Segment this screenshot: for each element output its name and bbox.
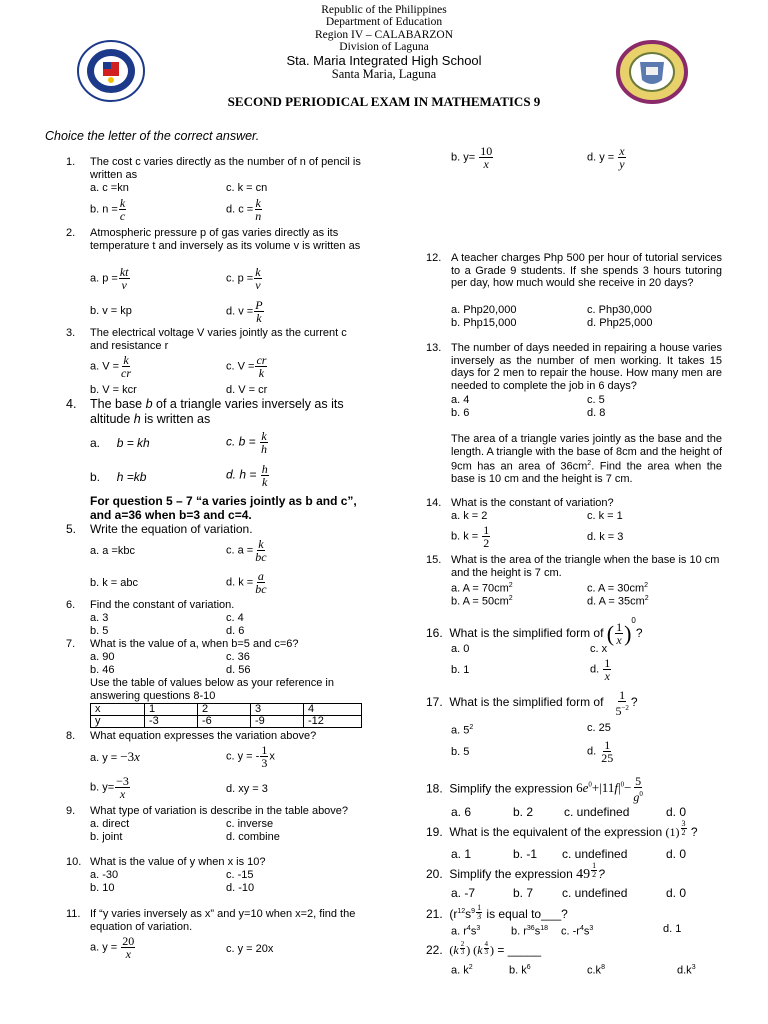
fraction-denominator: k <box>262 475 268 489</box>
question-4 <box>66 397 356 427</box>
option-c[interactable]: c. 25 <box>587 722 611 734</box>
unit-exponent: 2 <box>508 595 513 602</box>
option-d[interactable]: d. 1 <box>663 923 682 935</box>
option-b[interactable]: b. -1 <box>513 847 538 861</box>
option-d[interactable] <box>226 299 265 324</box>
option-label: a. <box>90 436 101 450</box>
question-14 <box>426 497 722 510</box>
fraction-denominator: k <box>256 311 262 325</box>
option-label: b. y= <box>90 781 115 794</box>
question-text: What is the area of the triangle when the base is 10 cm and the height is 7 cm. <box>451 554 720 579</box>
question-number: 22. <box>426 943 443 957</box>
option-b[interactable]: b. $r^{36}s^{18}$ <box>511 925 548 938</box>
expression: ($r^{12}s^9$ $\frac{1}{3}$ <box>449 903 482 921</box>
fraction-denominator: x <box>483 157 489 171</box>
question-number: 16. <box>426 626 443 640</box>
question-19 <box>426 818 736 846</box>
option-d[interactable]: d. xy = 3 <box>226 783 268 795</box>
question-number: 13. <box>426 342 442 354</box>
option-d[interactable] <box>226 463 270 488</box>
option-c[interactable]: $c.k^8$ <box>587 964 605 977</box>
option-b[interactable]: b. 10 <box>90 882 115 894</box>
fraction-numerator: cr <box>256 353 267 367</box>
fraction-numerator: k <box>255 265 261 279</box>
question-number: 5. <box>66 522 77 536</box>
table-note: Use the table of values below as your reference in answering questions 8-10 <box>90 677 334 702</box>
option-label: d. <box>587 745 597 758</box>
option-label: b. k <box>509 964 527 977</box>
question-number: 20. <box>426 867 443 881</box>
question-6 <box>66 599 366 612</box>
option-d[interactable] <box>587 739 615 764</box>
fraction-denominator: x <box>119 787 126 801</box>
fraction-denominator: x <box>616 633 622 648</box>
question-16 <box>426 606 726 649</box>
question-text: What is the simplified form of <box>449 626 604 640</box>
fraction-numerator: a <box>257 569 264 583</box>
expression: (1) <box>665 825 680 839</box>
option-a[interactable] <box>90 354 133 379</box>
fraction-denominator: x <box>604 669 610 683</box>
option-label: c. y = - <box>226 750 260 763</box>
option-label: d. y = <box>587 151 615 164</box>
question-number: 17. <box>426 695 443 709</box>
values-table <box>90 703 362 728</box>
question-2 <box>66 227 366 252</box>
fraction-denominator: 3 <box>261 756 268 770</box>
option-a[interactable]: a. 6 <box>451 805 472 819</box>
question-mark: ? <box>598 867 605 881</box>
fraction-denominator: $g^0$ <box>633 790 643 805</box>
option-a[interactable]: a. Php20,000 <box>451 304 517 316</box>
question-text: What is the value of a, when b=5 and c=6? <box>90 638 299 650</box>
table-cell: -3 <box>145 716 198 728</box>
option-label: a. 5 <box>451 724 470 737</box>
option-c[interactable]: c. 5 <box>587 394 605 406</box>
fraction-denominator: x <box>125 947 131 961</box>
option-label: d. A = 35cm <box>587 595 645 608</box>
fraction-denominator: 2 <box>483 536 490 550</box>
option-d[interactable]: d. 8 <box>587 407 606 419</box>
area-note: The area of a triangle varies jointly as the base and the length. A triangle with the base of 8cm and the height of 9cm has an area of $36cm^2$. Find the area when the base is 10 cm and the height is 7 cm. <box>451 433 722 486</box>
option-a[interactable] <box>90 437 150 449</box>
group-note: For question 5 – 7 “a varies jointly as b and c”, and a=36 when b=3 and c=4. <box>90 494 357 522</box>
table-cell: x <box>91 704 145 716</box>
option-d[interactable]: d. 0 <box>666 805 687 819</box>
option-label: b. A = 50cm <box>451 595 509 608</box>
exponent-denominator: 2 <box>681 828 686 837</box>
question-3 <box>66 327 366 352</box>
fraction-numerator: k <box>123 353 129 367</box>
question-number: 19. <box>426 825 443 839</box>
option-value: h =kb <box>116 470 147 484</box>
unit-exponent: 2 <box>644 595 649 602</box>
option-a[interactable]: a. $r^4s^3$ <box>451 925 481 938</box>
option-d[interactable]: d. 0 <box>666 886 687 900</box>
question-number: 14. <box>426 497 442 509</box>
exam-title: SECOND PERIODICAL EXAM IN MATHEMATICS 9 <box>227 94 541 109</box>
option-b[interactable]: b. joint <box>90 831 123 843</box>
option-b[interactable]: b. 1 <box>451 664 470 676</box>
option-label: d. <box>590 663 600 676</box>
option-d[interactable]: d. combine <box>226 831 280 843</box>
option-a[interactable]: a. 1 <box>451 847 472 861</box>
question-1 <box>66 156 366 181</box>
fraction-denominator: bc <box>255 582 267 596</box>
question-12 <box>426 252 722 290</box>
question-17 <box>426 688 726 717</box>
option-c[interactable]: c. k = cn <box>226 182 268 194</box>
table-row <box>91 716 362 728</box>
table-cell: 2 <box>198 704 251 716</box>
exponent-denominator: 2 <box>592 870 597 879</box>
table-cell: -6 <box>198 716 251 728</box>
fraction-numerator: k <box>261 429 267 443</box>
question-7 <box>66 638 366 651</box>
question-mark: ? <box>630 695 638 709</box>
option-b[interactable] <box>90 197 127 222</box>
option-label: d. c = <box>226 203 254 216</box>
table-cell: y <box>91 716 145 728</box>
option-label: d. h = <box>226 467 257 482</box>
fraction-numerator: 1 <box>616 620 623 635</box>
option-b[interactable]: b. 5 <box>451 746 470 758</box>
option-label: c. A = 30cm <box>587 582 645 595</box>
question-number: 4. <box>66 397 77 411</box>
option-d[interactable]: d. 56 <box>226 664 251 676</box>
question-text: What is the equivalent of the expression <box>449 825 663 839</box>
question-22 <box>426 938 736 962</box>
option-label: d. v = <box>226 305 254 318</box>
fraction-denominator: k <box>258 366 265 380</box>
option-a[interactable]: a. direct <box>90 818 130 830</box>
option-a[interactable]: a. -7 <box>451 886 476 900</box>
option-label: a. y = <box>90 752 118 764</box>
table-cell: 4 <box>304 704 362 716</box>
option-d[interactable] <box>587 145 627 170</box>
instruction: Choice the letter of the correct answer. <box>45 129 260 143</box>
school-name: Sta. Maria Integrated High School <box>286 53 482 68</box>
option-label: a. k <box>451 964 469 977</box>
option-b[interactable] <box>90 775 131 800</box>
question-15 <box>426 554 722 579</box>
option-b[interactable] <box>451 524 491 549</box>
option-c[interactable]: c. undefined <box>562 886 628 900</box>
header-division: Division of Laguna <box>339 41 429 53</box>
question-number: 21. <box>426 907 443 921</box>
option-c[interactable] <box>226 354 268 379</box>
exponent: −2 <box>621 703 629 712</box>
exponent-numerator: 1 <box>592 861 597 870</box>
header-deped: Department of Education <box>325 16 443 28</box>
option-d[interactable] <box>226 197 263 222</box>
option-c[interactable]: c. y = 20x <box>226 943 274 955</box>
fraction-denominator: $5^{-2}$ <box>615 703 629 718</box>
question-number: 7. <box>66 638 76 650</box>
fraction-numerator: P <box>255 298 263 312</box>
option-c[interactable]: c. k = 1 <box>587 510 623 522</box>
unit-exponent: 2 <box>508 582 513 589</box>
expression: 49 <box>576 867 591 882</box>
fraction-denominator: n <box>255 209 262 223</box>
option-b[interactable]: b. k = abc <box>90 577 139 589</box>
option-value: −3 <box>120 749 135 764</box>
unit-exponent: 2 <box>644 582 649 589</box>
question-text: Write the equation of variation. <box>90 522 253 536</box>
option-label: b. y= <box>451 151 476 164</box>
question-8 <box>66 730 366 743</box>
option-c[interactable] <box>226 430 269 455</box>
option-a[interactable]: a. 0 <box>451 643 470 655</box>
question-mark: ? <box>690 825 698 839</box>
question-text: The cost c varies directly as the number of n of pencil is written as <box>90 156 361 181</box>
option-a[interactable]: a. 4 <box>451 394 470 406</box>
exponent: 0 <box>631 616 636 625</box>
option-b[interactable]: b. V = kcr <box>90 384 137 396</box>
option-d[interactable]: d. -10 <box>226 882 255 894</box>
fraction-denominator: h <box>261 442 268 456</box>
option-label: c. a = <box>226 544 254 557</box>
question-number: 6. <box>66 599 76 611</box>
option-b[interactable]: b. Php15,000 <box>451 317 517 329</box>
fraction-numerator: kt <box>119 265 129 279</box>
option-a[interactable]: a. 3 <box>90 612 109 624</box>
header-republic: Republic of the Philippines <box>321 4 447 16</box>
question-text: The base b of a triangle varies inversely as its altitude h is written as <box>90 397 344 426</box>
option-c[interactable]: c. -15 <box>226 869 254 881</box>
question-10 <box>66 856 366 869</box>
option-d[interactable]: d. 0 <box>666 847 687 861</box>
question-text: What is the simplified form of <box>449 695 604 709</box>
fraction-numerator: k <box>255 196 261 210</box>
fraction-numerator: 20 <box>122 934 135 948</box>
option-c[interactable] <box>226 538 269 563</box>
question-number: 18. <box>426 781 443 796</box>
fraction-numerator: k <box>258 537 264 551</box>
fraction-denominator: v <box>255 278 261 292</box>
question-text: The electrical voltage V varies jointly as the current c and resistance r <box>90 327 347 352</box>
option-b[interactable]: b. 6 <box>451 407 470 419</box>
exponent: 2 <box>469 724 474 731</box>
option-c[interactable]: c. undefined <box>562 847 628 861</box>
option-label: d.k <box>677 964 692 977</box>
option-c[interactable]: c. x <box>590 643 608 655</box>
option-label: c. V = <box>226 360 255 373</box>
option-b[interactable] <box>451 145 494 170</box>
table-cell: -9 <box>251 716 304 728</box>
option-d[interactable] <box>590 657 612 682</box>
fraction-denominator: bc <box>255 550 267 564</box>
option-c[interactable]: c. inverse <box>226 818 274 830</box>
fraction-numerator: 1 <box>619 687 626 702</box>
option-d[interactable]: d. k = 3 <box>587 531 624 543</box>
question-20 <box>426 860 736 889</box>
school-place: Santa Maria, Laguna <box>331 67 437 81</box>
fraction-numerator: k <box>119 196 126 210</box>
fraction-numerator: h <box>261 462 268 476</box>
question-text: Find the constant of variation. <box>90 599 235 611</box>
option-d[interactable]: $d.k^3$ <box>677 964 696 977</box>
question-5 <box>66 523 366 536</box>
table-row <box>91 704 362 716</box>
question-text: What type of variation is describe in the table above? <box>90 805 349 817</box>
paren-left: ( <box>606 620 615 646</box>
option-b[interactable]: b. $k^6$ <box>509 964 531 977</box>
question-number: 11. <box>66 908 81 920</box>
option-c[interactable]: c. 36 <box>226 651 250 663</box>
option-a[interactable] <box>90 266 131 291</box>
option-b[interactable]: b. v = kp <box>90 305 132 317</box>
question-text: The number of days needed in repairing a house varies inversely as the number of men working. It takes 15 days for 2 men to repair the house. How many men are needed to complete the job in 6 days? <box>451 342 722 392</box>
question-number: 2. <box>66 227 76 239</box>
question-text: is equal to___? <box>483 907 568 921</box>
option-label: a. r <box>451 925 467 938</box>
fraction-numerator: 1 <box>261 743 268 757</box>
option-d[interactable]: d. Php25,000 <box>587 317 653 329</box>
option-c[interactable]: c. $-r^4s^3$ <box>561 925 594 938</box>
question-9 <box>66 805 366 818</box>
fraction-denominator: c <box>119 209 126 223</box>
option-label: b. r <box>511 925 527 938</box>
table-cell: -12 <box>304 716 362 728</box>
question-text: What is the constant of variation? <box>451 497 614 509</box>
expression: (k $\frac{2}{3}$ ) (k $\frac{4}{3}$ ) <box>449 940 495 957</box>
fraction-numerator: 1 <box>604 738 611 752</box>
option-c[interactable] <box>226 266 263 291</box>
question-number: 12. <box>426 252 442 264</box>
option-label: a. V = <box>90 360 120 373</box>
question-text: Simplify the expression <box>449 781 573 796</box>
option-a[interactable] <box>90 751 140 764</box>
option-a[interactable]: a. c =kn <box>90 182 129 194</box>
fraction-denominator: v <box>121 278 127 292</box>
question-text: Simplify the expression <box>449 867 573 881</box>
question-text: What is the value of y when x is 10? <box>90 856 266 868</box>
fraction-numerator: −3 <box>116 774 129 788</box>
question-18 <box>426 770 736 803</box>
option-label: c. b = <box>226 434 256 449</box>
expression: $6e^0+|11f|^0-$ <box>576 780 632 796</box>
option-a[interactable]: a. a =kbc <box>90 545 135 557</box>
question-text: Atmospheric pressure p of gas varies directly as its temperature t and inversely as its volume v is written as <box>90 227 361 252</box>
option-label: b. <box>90 470 101 484</box>
option-a[interactable] <box>451 722 473 737</box>
option-a[interactable]: a. -30 <box>90 869 119 881</box>
option-d[interactable]: d. V = cr <box>226 384 268 396</box>
option-d[interactable] <box>226 570 269 595</box>
table-cell: 1 <box>145 704 198 716</box>
option-b[interactable]: b. 7 <box>513 886 534 900</box>
fraction-numerator: 1 <box>604 656 611 670</box>
question-text: What equation expresses the variation above? <box>90 730 317 742</box>
fraction-denominator: y <box>619 157 625 171</box>
table-cell: 3 <box>251 704 304 716</box>
option-c[interactable]: c. undefined <box>564 805 630 819</box>
option-c[interactable] <box>226 744 275 769</box>
option-b[interactable]: b. 46 <box>90 664 115 676</box>
option-label: a. A = 70cm <box>451 582 509 595</box>
fraction-numerator: 5 <box>635 774 642 789</box>
question-mark: ? <box>635 626 643 640</box>
option-label: a. y = <box>90 941 118 954</box>
option-b[interactable]: b. 5 <box>90 625 109 637</box>
answer-blank: = _____ <box>494 943 542 957</box>
question-number: 1. <box>66 156 76 168</box>
option-a[interactable]: a. 90 <box>90 651 115 663</box>
question-11 <box>66 908 356 933</box>
fraction-numerator: 10 <box>480 144 493 158</box>
option-label: d. k = <box>226 576 254 589</box>
option-a[interactable] <box>90 935 136 960</box>
exponent-numerator: 3 <box>681 819 686 828</box>
question-number: 10. <box>66 856 82 868</box>
option-value: b = kh <box>116 436 150 450</box>
option-variable: x <box>134 749 140 764</box>
question-text: If “y varies inversely as x” and y=10 when x=2, find the equation of variation. <box>90 908 356 933</box>
option-a[interactable]: a. $k^2$ <box>451 964 473 977</box>
option-label: b. n = <box>90 203 118 216</box>
option-label: c. -r <box>561 925 580 938</box>
fraction-denominator: 25 <box>601 751 614 765</box>
option-label: a. p = <box>90 272 118 285</box>
option-d[interactable]: d. 6 <box>226 625 245 637</box>
option-b[interactable]: b. 2 <box>513 805 534 819</box>
fraction-denominator: cr <box>121 366 132 380</box>
question-13 <box>426 342 722 392</box>
option-variable: x <box>269 750 275 763</box>
option-c[interactable]: c. 4 <box>226 612 244 624</box>
paren-right: ) <box>624 620 632 646</box>
option-label: c. p = <box>226 272 254 285</box>
question-number: 9. <box>66 805 76 817</box>
header-region: Region IV – CALABARZON <box>314 29 454 41</box>
question-number: 15. <box>426 554 442 566</box>
option-c[interactable]: c. Php30,000 <box>587 304 652 316</box>
question-number: 8. <box>66 730 76 742</box>
option-label: c.k <box>587 964 602 977</box>
option-label: b. k = <box>451 530 479 543</box>
fraction-numerator: 1 <box>483 523 490 537</box>
option-b[interactable] <box>90 471 146 483</box>
option-a[interactable]: a. k = 2 <box>451 510 488 522</box>
fraction-numerator: x <box>619 144 625 158</box>
question-number: 3. <box>66 327 76 339</box>
question-text: A teacher charges Php 500 per hour of tutorial services to a Grade 9 students. If she spends 3 hours tutoring per day, how much would she receive in 20 days? <box>451 252 722 289</box>
